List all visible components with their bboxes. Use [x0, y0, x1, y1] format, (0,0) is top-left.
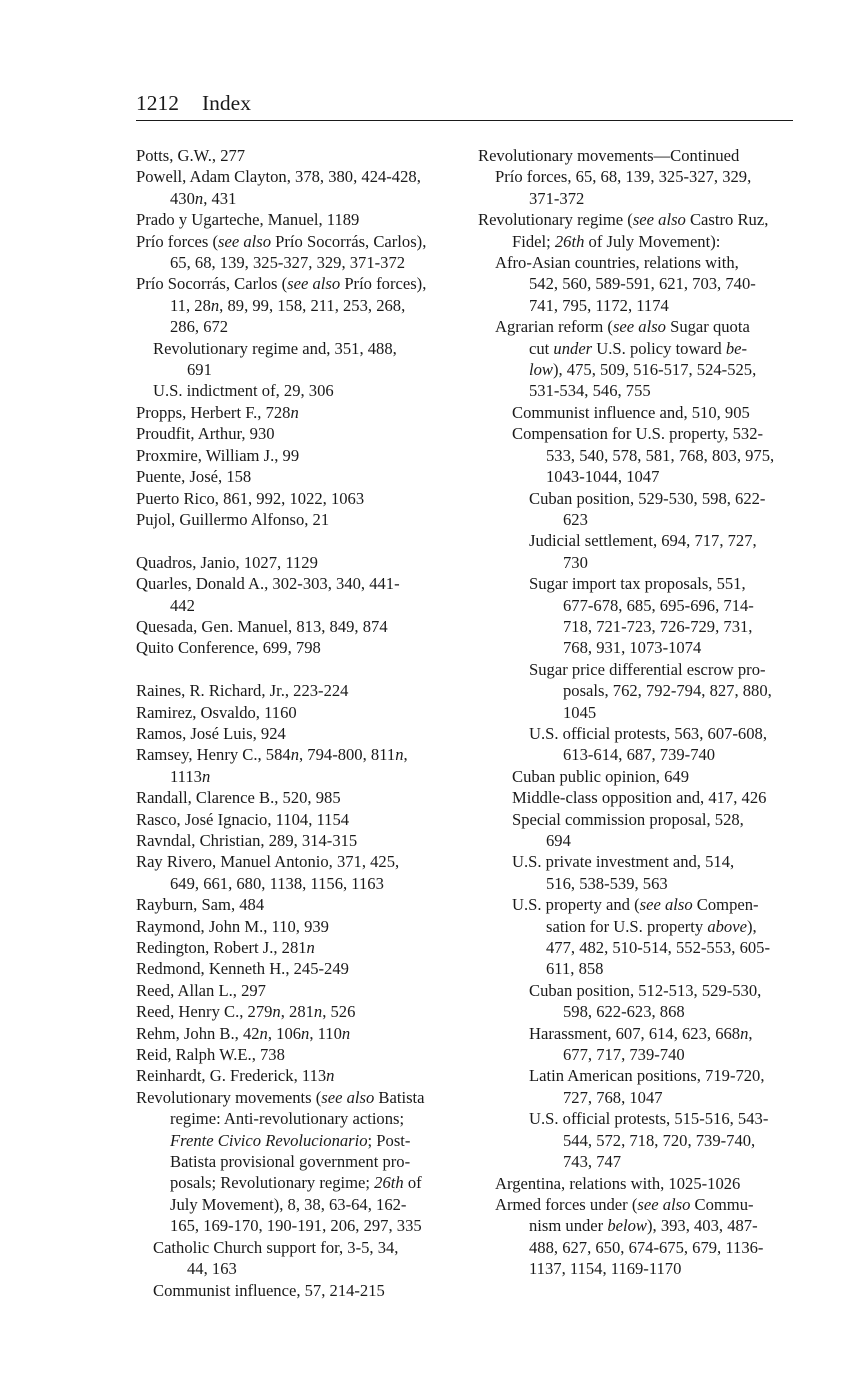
index-entry-line: 542, 560, 589-591, 621, 703, 740- — [529, 274, 756, 294]
index-subentry — [478, 1173, 808, 1194]
index-entry-line: Quadros, Janio, 1027, 1129 — [136, 552, 318, 572]
index-entry-line: Redmond, Kenneth H., 245-249 — [136, 959, 349, 979]
index-entry-line: 743, 747 — [563, 1152, 622, 1172]
index-entry-line: 730 — [563, 552, 588, 572]
index-entry-line: Sugar import tax proposals, 551, — [529, 574, 746, 594]
index-entry-line: 1045 — [563, 702, 597, 722]
index-entry-line: 1043-1044, 1047 — [546, 467, 660, 487]
index-entry — [136, 723, 466, 744]
index-entry — [136, 1023, 466, 1044]
index-entry-line: Fidel; 26th of July Movement): — [512, 231, 721, 251]
index-entry-line: Revolutionary regime and, 351, 488, — [153, 338, 397, 358]
index-entry — [136, 787, 466, 808]
index-entry-line: Harassment, 607, 614, 623, 668n, — [529, 1023, 753, 1043]
index-entry-line: Sugar price differential escrow pro- — [529, 659, 766, 679]
index-entry-line: Catholic Church support for, 3-5, 34, — [153, 1237, 399, 1257]
index-entry — [136, 637, 466, 658]
index-subentry — [478, 166, 808, 209]
index-subentry — [478, 488, 808, 531]
index-entry-line: Armed forces under (see also Commu- — [495, 1194, 754, 1214]
index-subentry — [478, 1023, 808, 1066]
index-entry-line: Argentina, relations with, 1025-1026 — [495, 1173, 741, 1193]
index-entry-line: Raymond, John M., 110, 939 — [136, 916, 329, 936]
index-entry-line: 598, 622-623, 868 — [563, 1002, 685, 1022]
index-entry-line: posals, 762, 792-794, 827, 880, — [563, 681, 772, 701]
index-entry-line: Quarles, Donald A., 302-303, 340, 441- — [136, 574, 400, 594]
index-entry — [136, 423, 466, 444]
index-entry-line: 1113n — [170, 766, 211, 786]
index-entry-line: Potts, G.W., 277 — [136, 146, 246, 165]
index-entry-line: 613-614, 687, 739-740 — [563, 745, 716, 765]
index-entry-line: Communist influence and, 510, 905 — [512, 402, 750, 422]
index-entry-line: cut under U.S. policy toward be- — [529, 338, 748, 358]
index-entry-line: Powell, Adam Clayton, 378, 380, 424-428, — [136, 167, 421, 187]
index-entry-line: 371-372 — [529, 188, 585, 208]
index-entry-line: 718, 721-723, 726-729, 731, — [563, 616, 753, 636]
index-entry — [136, 445, 466, 466]
index-letter-gap — [136, 530, 466, 551]
index-subentry — [478, 252, 808, 316]
index-entry-line: sation for U.S. property above), — [546, 916, 757, 936]
index-entry-line: Reed, Allan L., 297 — [136, 980, 266, 1000]
index-entry — [136, 916, 466, 937]
index-entry-line: Revolutionary movements (see also Batista — [136, 1087, 425, 1107]
index-entry-line: 430n, 431 — [170, 188, 237, 208]
index-subentry — [478, 530, 808, 573]
index-entry-line: 768, 931, 1073-1074 — [563, 638, 702, 658]
index-entry-line: U.S. official protests, 515-516, 543- — [529, 1109, 769, 1129]
index-subentry — [478, 894, 808, 980]
index-entry — [136, 402, 466, 423]
index-entry-line: 611, 858 — [546, 959, 604, 979]
index-entry-line: Ravndal, Christian, 289, 314-315 — [136, 830, 358, 850]
index-entry — [478, 209, 808, 252]
index-subentry — [478, 402, 808, 423]
index-entry-line: Ramsey, Henry C., 584n, 794-800, 811n, — [136, 745, 408, 765]
index-entry-line: Revolutionary regime (see also Castro Ruz, — [478, 210, 769, 230]
index-entry-line: 477, 482, 510-514, 552-553, 605- — [546, 938, 770, 958]
index-entry-line: nism under below), 393, 403, 487- — [529, 1216, 758, 1236]
index-entry-line: 11, 28n, 89, 99, 158, 211, 253, 268, — [170, 295, 406, 315]
index-entry-line: 531-534, 546, 755 — [529, 381, 651, 401]
index-entry-line: Pujol, Guillermo Alfonso, 21 — [136, 509, 330, 529]
index-entry — [136, 273, 466, 337]
index-entry-line: 488, 627, 650, 674-675, 679, 1136- — [529, 1237, 764, 1257]
index-entry — [136, 573, 466, 616]
index-subentry — [478, 723, 808, 766]
index-entry — [136, 209, 466, 230]
page-number: 1212 — [136, 91, 179, 115]
index-entry — [136, 680, 466, 701]
index-entry-line: Prío Socorrás, Carlos (see also Prío forces), — [136, 274, 427, 294]
index-entry — [136, 894, 466, 915]
index-entry — [478, 145, 808, 166]
index-entry — [136, 851, 466, 894]
index-subentry — [478, 851, 808, 894]
index-entry-line: Rehm, John B., 42n, 106n, 110n — [136, 1023, 351, 1043]
index-column-left — [136, 145, 466, 1301]
index-entry-line: Latin American positions, 719-720, — [529, 1066, 765, 1086]
page-title: Index — [202, 91, 251, 115]
index-entry-line: Reed, Henry C., 279n, 281n, 526 — [136, 1002, 356, 1022]
index-entry-line: 65, 68, 139, 325-327, 329, 371-372 — [170, 253, 406, 273]
index-subentry — [478, 766, 808, 787]
index-column-right — [478, 145, 808, 1280]
index-entry-line: Rasco, José Ignacio, 1104, 1154 — [136, 809, 350, 829]
index-entry — [136, 1065, 466, 1086]
index-entry-line: Reinhardt, G. Frederick, 113n — [136, 1066, 335, 1086]
index-entry-line: Reid, Ralph W.E., 738 — [136, 1045, 285, 1065]
index-entry — [136, 937, 466, 958]
index-subentry — [136, 1280, 466, 1301]
index-entry-line: 1137, 1154, 1169-1170 — [529, 1259, 682, 1279]
index-entry — [136, 466, 466, 487]
index-entry-line: Prío forces, 65, 68, 139, 325-327, 329, — [495, 167, 752, 187]
index-letter-gap — [136, 659, 466, 680]
index-entry — [136, 1087, 466, 1237]
index-entry-line: 44, 163 — [187, 1259, 237, 1279]
index-entry-line: Agrarian reform (see also Sugar quota — [495, 317, 750, 337]
index-entry-line: U.S. official protests, 563, 607-608, — [529, 723, 767, 743]
index-entry-line: Ramirez, Osvaldo, 1160 — [136, 702, 297, 722]
index-entry-line: Randall, Clarence B., 520, 985 — [136, 788, 341, 808]
index-entry — [136, 1044, 466, 1065]
index-entry-line: Cuban position, 529-530, 598, 622- — [529, 488, 766, 508]
index-entry-line: Ramos, José Luis, 924 — [136, 723, 286, 743]
index-entry-line: Rayburn, Sam, 484 — [136, 895, 265, 915]
index-entry-line: Prado y Ugarteche, Manuel, 1189 — [136, 210, 360, 230]
index-entry-line: 533, 540, 578, 581, 768, 803, 975, — [546, 445, 775, 465]
index-entry-line: Puente, José, 158 — [136, 467, 252, 487]
index-entry-line: Cuban public opinion, 649 — [512, 766, 689, 786]
index-entry — [136, 488, 466, 509]
index-entry-line: regime: Anti-revolutionary actions; — [170, 1109, 405, 1129]
index-entry-line: Redington, Robert J., 281n — [136, 938, 315, 957]
index-entry-line: 677-678, 685, 695-696, 714- — [563, 595, 754, 615]
index-entry-line: Frente Civico Revolucionario; Post- — [170, 1130, 411, 1150]
index-entry-line: Cuban position, 512-513, 529-530, — [529, 980, 762, 1000]
index-entry-line: Proudfit, Arthur, 930 — [136, 424, 275, 444]
index-entry-line: posals; Revolutionary regime; 26th of — [170, 1173, 422, 1193]
index-entry-line: 165, 169-170, 190-191, 206, 297, 335 — [170, 1216, 422, 1236]
index-subentry — [478, 1194, 808, 1280]
index-entry-line: Batista provisional government pro- — [170, 1152, 411, 1172]
index-subentry — [136, 380, 466, 401]
index-subentry — [478, 423, 808, 487]
index-entry-line: Raines, R. Richard, Jr., 223-224 — [136, 681, 349, 701]
index-entry — [136, 830, 466, 851]
index-subentry — [478, 659, 808, 723]
index-subentry — [478, 1108, 808, 1172]
index-entry — [136, 1001, 466, 1022]
page-header — [136, 90, 793, 121]
index-subentry — [478, 573, 808, 659]
index-entry-line: 677, 717, 739-740 — [563, 1045, 685, 1065]
index-entry-line: Afro-Asian countries, relations with, — [495, 253, 739, 273]
index-entry — [136, 616, 466, 637]
index-subentry — [478, 1065, 808, 1108]
index-entry-line: Revolutionary movements—Continued — [478, 146, 740, 165]
index-entry-line: Special commission proposal, 528, — [512, 809, 744, 829]
index-entry — [136, 980, 466, 1001]
index-entry-line: low), 475, 509, 516-517, 524-525, — [529, 360, 757, 380]
index-entry-line: Prío forces (see also Prío Socorrás, Carlos), — [136, 231, 427, 251]
index-subentry — [136, 338, 466, 381]
index-entry-line: 691 — [187, 360, 212, 380]
index-entry — [136, 809, 466, 830]
index-entry-line: July Movement), 8, 38, 63-64, 162- — [170, 1194, 407, 1214]
index-subentry — [478, 316, 808, 402]
index-entry-line: Propps, Herbert F., 728n — [136, 402, 299, 422]
index-entry — [136, 166, 466, 209]
index-entry-line: 544, 572, 718, 720, 739-740, — [563, 1130, 756, 1150]
index-entry-line: 727, 768, 1047 — [563, 1087, 663, 1107]
index-entry-line: Judicial settlement, 694, 717, 727, — [529, 531, 757, 551]
index-subentry — [478, 809, 808, 852]
index-entry-line: Communist influence, 57, 214-215 — [153, 1280, 385, 1300]
index-entry-line: Puerto Rico, 861, 992, 1022, 1063 — [136, 488, 365, 508]
index-entry — [136, 744, 466, 787]
index-entry-line: 516, 538-539, 563 — [546, 873, 668, 893]
index-entry-line: Quesada, Gen. Manuel, 813, 849, 874 — [136, 616, 388, 636]
index-entry-line: Quito Conference, 699, 798 — [136, 638, 321, 658]
index-subentry — [478, 787, 808, 808]
index-entry — [136, 509, 466, 530]
index-entry-line: 442 — [170, 595, 195, 615]
index-entry-line: U.S. private investment and, 514, — [512, 852, 735, 872]
index-entry-line: 286, 672 — [170, 317, 229, 337]
index-entry — [136, 231, 466, 274]
index-entry-line: 694 — [546, 831, 571, 850]
index-entry — [136, 702, 466, 723]
index-entry-line: 741, 795, 1172, 1174 — [529, 295, 669, 315]
index-entry-line: U.S. indictment of, 29, 306 — [153, 381, 334, 401]
index-entry-line: 623 — [563, 509, 588, 529]
index-subentry — [478, 980, 808, 1023]
index-entry-line: Compensation for U.S. property, 532- — [512, 424, 764, 444]
index-entry-line: Middle-class opposition and, 417, 426 — [512, 788, 767, 808]
index-subentry — [136, 1237, 466, 1280]
index-entry-line: Ray Rivero, Manuel Antonio, 371, 425, — [136, 852, 400, 872]
index-entry-line: 649, 661, 680, 1138, 1156, 1163 — [170, 873, 384, 893]
index-entry — [136, 958, 466, 979]
index-entry-line: U.S. property and (see also Compen- — [512, 895, 759, 915]
index-entry-line: Proxmire, William J., 99 — [136, 445, 300, 465]
index-entry — [136, 145, 466, 166]
index-entry — [136, 552, 466, 573]
